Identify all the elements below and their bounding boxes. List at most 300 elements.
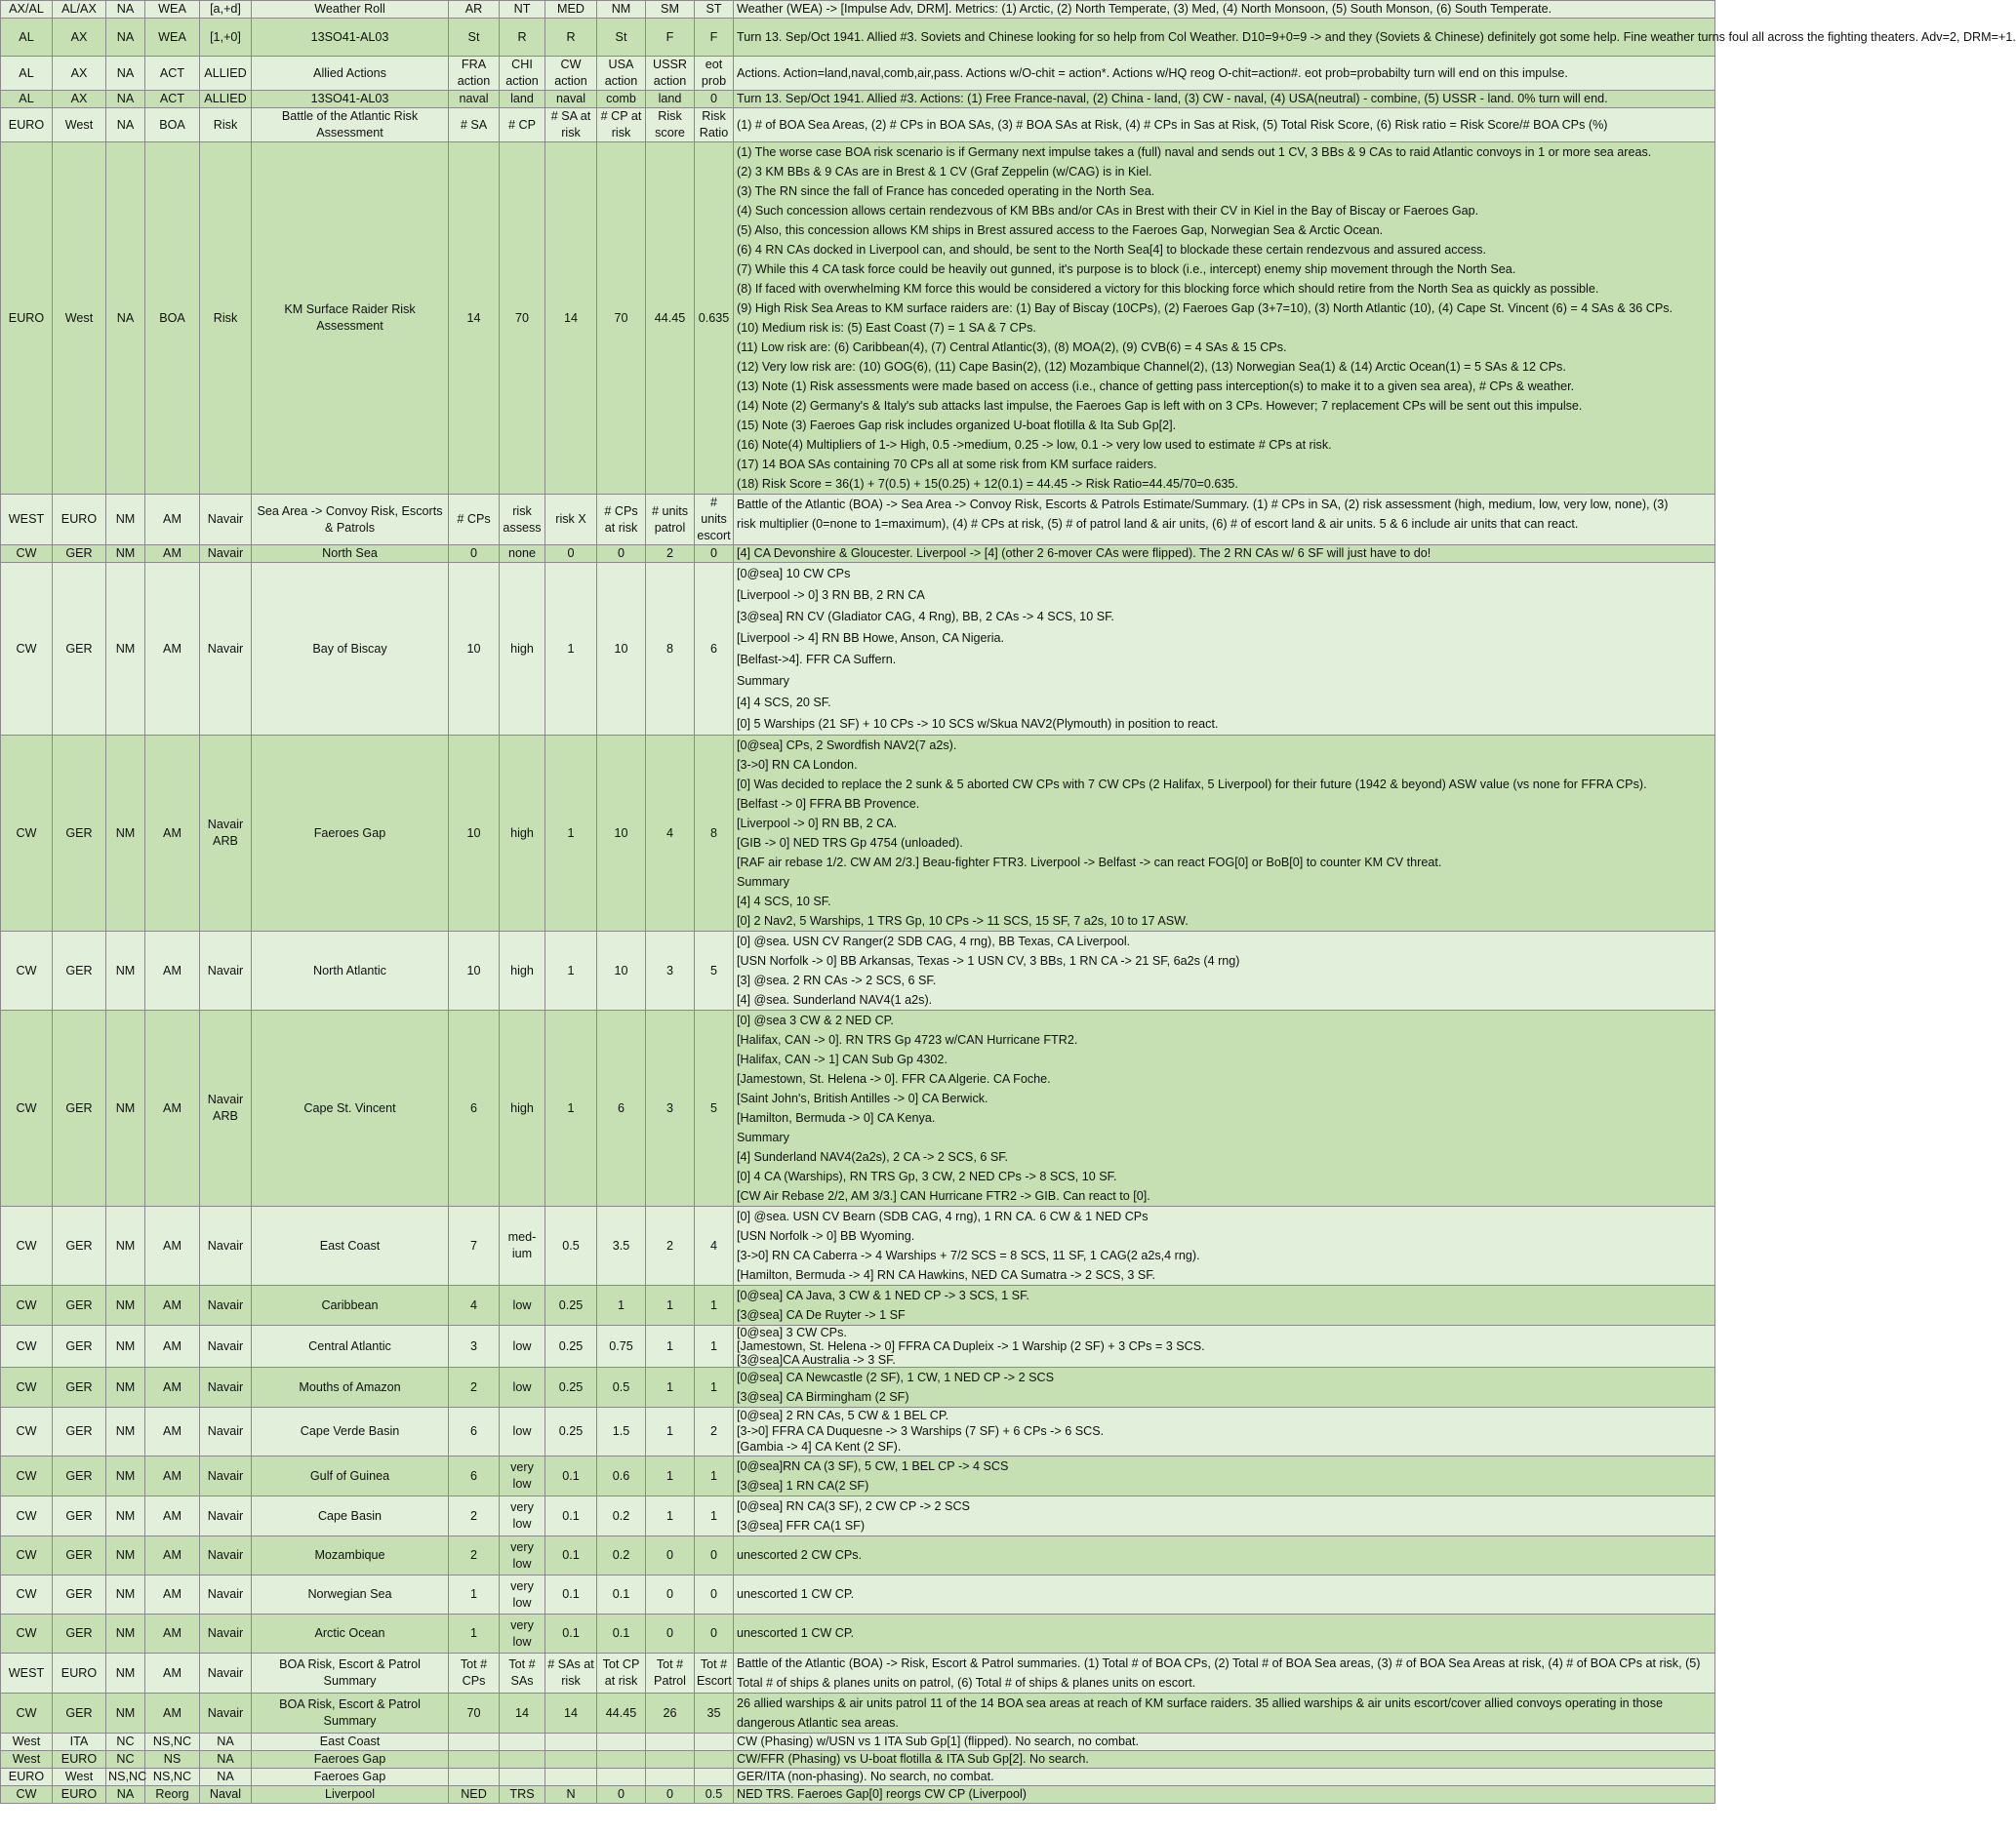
cell-col-nm: 0.75 <box>597 1326 646 1368</box>
cell-side: WEST <box>1 495 53 545</box>
cell-vs: ITA <box>53 1734 106 1751</box>
cell-col-med: risk X <box>545 495 597 545</box>
cell-col-st <box>695 1734 734 1751</box>
cell-notes <box>734 736 1715 932</box>
note-line: (12) Very low risk are: (10) GOG(6), (11) Cape Basin(2), (12) Mozambique Channel(2), (13) Norwegian Sea(1) & (14) Arctic Ocean(1) = 5 SAs & 12 CPs. <box>737 360 1566 374</box>
table-row <box>1 1734 1715 1751</box>
note-line: [3@sea]CA Australia -> 3 SF. <box>737 1353 896 1367</box>
cell-action-type: Reorg <box>145 1786 200 1804</box>
note-line: unescorted 1 CW CP. <box>737 1626 855 1640</box>
cell-side: CW <box>1 1576 53 1615</box>
cell-col-st: 5 <box>695 1011 734 1207</box>
cell-col-sm <box>646 1769 695 1786</box>
cell-col-ar: 70 <box>449 1694 500 1734</box>
cell-notes <box>734 1769 1715 1786</box>
cell-side: CW <box>1 1408 53 1456</box>
cell-action-type: AM <box>145 545 200 563</box>
cell-mod: Navair ARB <box>200 1011 252 1207</box>
note-line: Summary <box>737 674 789 688</box>
note-line: [Jamestown, St. Helena -> 0] FFRA CA Dupleix -> 1 Warship (2 SF) + 3 CPs = 3 SCS. <box>737 1339 1205 1353</box>
note-line: unescorted 2 CW CPs. <box>737 1548 863 1562</box>
cell-col-ar: 0 <box>449 545 500 563</box>
note-line: [3@sea] FFR CA(1 SF) <box>737 1519 866 1533</box>
cell-phase: NS,NC <box>106 1769 145 1786</box>
cell-notes <box>734 91 1715 108</box>
cell-col-st: 8 <box>695 736 734 932</box>
cell-col-ar: 10 <box>449 932 500 1011</box>
cell-col-med: 1 <box>545 1011 597 1207</box>
cell-mod: Navair <box>200 1694 252 1734</box>
cell-side: AL <box>1 57 53 91</box>
cell-action-type: AM <box>145 1654 200 1694</box>
cell-mod: NA <box>200 1751 252 1769</box>
table-row <box>1 1576 1715 1615</box>
table-row <box>1 1326 1715 1368</box>
cell-col-nt: land <box>500 91 545 108</box>
table-row <box>1 545 1715 563</box>
note-line: [3->0] FFRA CA Duquesne -> 3 Warships (7 SF) + 6 CPs -> 6 SCS. <box>737 1424 1105 1438</box>
cell-notes <box>734 1011 1715 1207</box>
cell-col-nt: high <box>500 736 545 932</box>
cell-mod: Navair <box>200 1536 252 1576</box>
cell-side: CW <box>1 1011 53 1207</box>
cell-col-med: 0.1 <box>545 1496 597 1536</box>
cell-notes <box>734 1536 1715 1576</box>
note-line: GER/ITA (non-phasing). No search, no combat. <box>737 1770 994 1783</box>
cell-notes <box>734 1751 1715 1769</box>
cell-col-sm <box>646 1734 695 1751</box>
cell-notes <box>734 495 1715 545</box>
cell-col-st: 2 <box>695 1408 734 1456</box>
cell-vs: GER <box>53 1615 106 1654</box>
cell-col-nm: 6 <box>597 1011 646 1207</box>
cell-phase: NM <box>106 1326 145 1368</box>
cell-vs: GER <box>53 1207 106 1286</box>
cell-col-nm: 1 <box>597 1286 646 1326</box>
cell-topic: East Coast <box>252 1734 449 1751</box>
cell-col-ar: 1 <box>449 1615 500 1654</box>
table-row <box>1 1654 1715 1694</box>
cell-vs: West <box>53 1769 106 1786</box>
note-line: [0] @sea. USN CV Ranger(2 SDB CAG, 4 rng), BB Texas, CA Liverpool. <box>737 935 1131 948</box>
cell-col-sm: 1 <box>646 1408 695 1456</box>
cell-side: CW <box>1 1786 53 1804</box>
cell-col-sm: 2 <box>646 545 695 563</box>
cell-vs: GER <box>53 1011 106 1207</box>
cell-side: CW <box>1 736 53 932</box>
cell-col-nt: # CP <box>500 108 545 142</box>
cell-notes <box>734 563 1715 736</box>
cell-topic: 13SO41-AL03 <box>252 19 449 57</box>
cell-phase: NM <box>106 932 145 1011</box>
cell-side: CW <box>1 1368 53 1408</box>
note-line: [Halifax, CAN -> 1] CAN Sub Gp 4302. <box>737 1053 948 1066</box>
cell-notes <box>734 19 2016 57</box>
cell-phase: NA <box>106 142 145 495</box>
cell-col-nm: 3.5 <box>597 1207 646 1286</box>
cell-mod: Risk <box>200 142 252 495</box>
cell-topic: Caribbean <box>252 1286 449 1326</box>
cell-col-nt: very low <box>500 1536 545 1576</box>
cell-topic: KM Surface Raider Risk Assessment <box>252 142 449 495</box>
cell-col-sm: USSR action <box>646 57 695 91</box>
cell-mod: [1,+0] <box>200 19 252 57</box>
cell-col-med: 1 <box>545 932 597 1011</box>
cell-col-st: eot prob <box>695 57 734 91</box>
cell-col-st: 1 <box>695 1496 734 1536</box>
cell-notes <box>734 1456 1715 1496</box>
table-row <box>1 1286 1715 1326</box>
table-row <box>1 1536 1715 1576</box>
cell-notes <box>734 1576 1715 1615</box>
cell-action-type: AM <box>145 495 200 545</box>
cell-col-ar: 2 <box>449 1536 500 1576</box>
cell-col-sm: 1 <box>646 1326 695 1368</box>
note-line: [Belfast->4]. FFR CA Suffern. <box>737 653 897 666</box>
note-line: [RAF air rebase 1/2. CW AM 2/3.] Beau-fighter FTR3. Liverpool -> Belfast -> can react FOG[0] or BoB[0] to counter KM CV threat. <box>737 856 1442 869</box>
cell-col-sm: land <box>646 91 695 108</box>
cell-vs: GER <box>53 1326 106 1368</box>
cell-col-ar: # SA <box>449 108 500 142</box>
cell-action-type: WEA <box>145 19 200 57</box>
cell-col-st: 6 <box>695 563 734 736</box>
cell-col-nt: 70 <box>500 142 545 495</box>
table-row <box>1 108 1715 142</box>
cell-topic: Mouths of Amazon <box>252 1368 449 1408</box>
cell-action-type: AM <box>145 1694 200 1734</box>
note-line: [4] 4 SCS, 20 SF. <box>737 696 831 709</box>
note-line: [Halifax, CAN -> 0]. RN TRS Gp 4723 w/CAN Hurricane FTR2. <box>737 1033 1078 1047</box>
cell-mod: NA <box>200 1769 252 1786</box>
table-row <box>1 57 1715 91</box>
note-line: [4] @sea. Sunderland NAV4(1 a2s). <box>737 993 933 1007</box>
cell-col-st <box>695 1751 734 1769</box>
cell-vs: GER <box>53 932 106 1011</box>
cell-col-ar: 6 <box>449 1408 500 1456</box>
note-line: (1) The worse case BOA risk scenario is if Germany next impulse takes a (full) naval and sends out 1 CV, 3 BBs & 9 CAs to raid Atlantic convoys in 1 or more sea areas. <box>737 145 1652 159</box>
note-line: [0] 5 Warships (21 SF) + 10 CPs -> 10 SCS w/Skua NAV2(Plymouth) in position to react. <box>737 717 1219 731</box>
cell-vs: GER <box>53 1536 106 1576</box>
cell-side: CW <box>1 1496 53 1536</box>
cell-col-ar: # CPs <box>449 495 500 545</box>
cell-col-ar: NED <box>449 1786 500 1804</box>
note-line: Battle of the Atlantic (BOA) -> Risk, Escort & Patrol summaries. (1) Total # of BOA CPs, (2) Total # of BOA Sea areas, (3) # of BOA Sea Areas at risk, (4) # of BOA CPs at risk, (5) <box>737 1656 1701 1670</box>
cell-phase: NM <box>106 1286 145 1326</box>
cell-side: CW <box>1 932 53 1011</box>
cell-side: CW <box>1 563 53 736</box>
cell-side: WEST <box>1 1654 53 1694</box>
cell-col-nm: Tot CP at risk <box>597 1654 646 1694</box>
cell-col-nm: 0 <box>597 545 646 563</box>
note-line: (18) Risk Score = 36(1) + 7(0.5) + 15(0.25) + 12(0.1) = 44.45 -> Risk Ratio=44.45/70=0.635. <box>737 477 1238 491</box>
cell-mod: ALLIED <box>200 91 252 108</box>
cell-action-type: NS <box>145 1751 200 1769</box>
cell-col-nm: USA action <box>597 57 646 91</box>
note-line: [4] CA Devonshire & Gloucester. Liverpool -> [4] (other 2 6-mover CAs were flipped). The 2 RN CAs w/ 6 SF will just have to do! <box>737 546 1431 560</box>
note-line: [0@sea] CA Newcastle (2 SF), 1 CW, 1 NED CP -> 2 SCS <box>737 1371 1055 1384</box>
cell-col-ar <box>449 1734 500 1751</box>
cell-col-st: Tot # Escort <box>695 1654 734 1694</box>
cell-mod: Navair <box>200 1286 252 1326</box>
cell-col-st: 1 <box>695 1286 734 1326</box>
cell-phase: NA <box>106 19 145 57</box>
cell-topic: Mozambique <box>252 1536 449 1576</box>
cell-side: AX/AL <box>1 1 53 19</box>
cell-vs: GER <box>53 1694 106 1734</box>
cell-mod: Navair <box>200 1408 252 1456</box>
cell-action-type: NS,NC <box>145 1769 200 1786</box>
cell-col-med: 1 <box>545 736 597 932</box>
cell-topic: Liverpool <box>252 1786 449 1804</box>
cell-side: CW <box>1 1456 53 1496</box>
cell-col-st: 0 <box>695 1576 734 1615</box>
cell-col-st: 1 <box>695 1326 734 1368</box>
cell-col-ar: 10 <box>449 563 500 736</box>
cell-vs: GER <box>53 1456 106 1496</box>
cell-col-sm: 44.45 <box>646 142 695 495</box>
cell-action-type: AM <box>145 1536 200 1576</box>
table-row <box>1 1456 1715 1496</box>
note-line: risk multiplier (0=none to 1=maximum), (4) # CPs at risk, (5) # of patrol land & air units, (6) # of escort land & air units. 5 & 6 include air units that can react. <box>737 517 1579 531</box>
note-line: 26 allied warships & air units patrol 11 of the 14 BOA sea areas at reach of KM surface raiders. 35 allied warships & air units escort/cover allied convoys operating in those <box>737 1696 1663 1710</box>
cell-col-nm: 10 <box>597 563 646 736</box>
cell-col-nm: 0.1 <box>597 1615 646 1654</box>
log-body <box>1 1 2016 1804</box>
note-line: [0@sea] RN CA(3 SF), 2 CW CP -> 2 SCS <box>737 1499 970 1513</box>
cell-col-nm: 1.5 <box>597 1408 646 1456</box>
note-line: Battle of the Atlantic (BOA) -> Sea Area -> Convoy Risk, Escorts & Patrols Estimate/Summary. (1) # CPs in SA, (2) risk assessment (high, medium, low, very low, none), (3) <box>737 498 1669 511</box>
cell-col-nm: # CPs at risk <box>597 495 646 545</box>
cell-phase: NM <box>106 1207 145 1286</box>
cell-col-med: 0.25 <box>545 1286 597 1326</box>
table-row <box>1 1207 1715 1286</box>
cell-mod: Navair <box>200 1326 252 1368</box>
cell-col-med: N <box>545 1786 597 1804</box>
cell-col-sm: 1 <box>646 1286 695 1326</box>
table-row <box>1 1368 1715 1408</box>
cell-vs: GER <box>53 1576 106 1615</box>
cell-mod: Navair <box>200 1576 252 1615</box>
cell-phase: NM <box>106 1456 145 1496</box>
cell-col-ar <box>449 1751 500 1769</box>
cell-topic: Arctic Ocean <box>252 1615 449 1654</box>
cell-phase: NM <box>106 1368 145 1408</box>
cell-col-sm: F <box>646 19 695 57</box>
table-row <box>1 495 1715 545</box>
note-line: (14) Note (2) Germany's & Italy's sub attacks last impulse, the Faeroes Gap is left with on 3 CPs. However; 7 replacement CPs will be sent out this impulse. <box>737 399 1583 413</box>
note-line: [CW Air Rebase 2/2, AM 3/3.] CAN Hurricane FTR2 -> GIB. Can react to [0]. <box>737 1189 1150 1203</box>
cell-col-nm: 44.45 <box>597 1694 646 1734</box>
cell-vs: EURO <box>53 1654 106 1694</box>
cell-topic: Weather Roll <box>252 1 449 19</box>
cell-topic: BOA Risk, Escort & Patrol Summary <box>252 1654 449 1694</box>
cell-mod: NA <box>200 1734 252 1751</box>
cell-notes <box>734 1496 1715 1536</box>
cell-col-st: 0 <box>695 91 734 108</box>
cell-col-nm: NM <box>597 1 646 19</box>
cell-col-sm: # units patrol <box>646 495 695 545</box>
note-line: CW (Phasing) w/USN vs 1 ITA Sub Gp[1] (flipped). No search, no combat. <box>737 1735 1140 1748</box>
cell-vs: EURO <box>53 1751 106 1769</box>
cell-col-ar: 4 <box>449 1286 500 1326</box>
note-line: (5) Also, this concession allows KM ships in Brest assured access to the Faeroes Gap, Norwegian Sea & Arctic Ocean. <box>737 223 1384 237</box>
cell-action-type: BOA <box>145 108 200 142</box>
note-line: [3->0] RN CA Caberra -> 4 Warships + 7/2 SCS = 8 SCS, 11 SF, 1 CAG(2 a2s,4 rng). <box>737 1249 1200 1262</box>
cell-phase: NA <box>106 57 145 91</box>
cell-col-nt: high <box>500 1011 545 1207</box>
note-line: Weather (WEA) -> [Impulse Adv, DRM]. Metrics: (1) Arctic, (2) North Temperate, (3) Med, (4) North Monsoon, (5) South Monson, (6) South Temperate. <box>737 2 1552 16</box>
note-line: [3@sea] 1 RN CA(2 SF) <box>737 1479 869 1493</box>
note-line: (4) Such concession allows certain rendezvous of KM BBs and/or CAs in Brest with their CV in Kiel in the Bay of Biscay or Faeroes Gap. <box>737 204 1479 218</box>
note-line: [3@sea] CA Birmingham (2 SF) <box>737 1390 909 1404</box>
table-row <box>1 1751 1715 1769</box>
note-line: [Jamestown, St. Helena -> 0]. FFR CA Algerie. CA Foche. <box>737 1072 1051 1086</box>
cell-col-nm: 0.5 <box>597 1368 646 1408</box>
cell-action-type: ACT <box>145 57 200 91</box>
note-line: (2) 3 KM BBs & 9 CAs are in Brest & 1 CV (Graf Zeppelin (w/CAG) is in Kiel. <box>737 165 1152 179</box>
note-line: (7) While this 4 CA task force could be heavily out gunned, it's purpose is to block (i.e., intercept) enemy ship movement through the North Sea. <box>737 262 1516 276</box>
cell-col-med: R <box>545 19 597 57</box>
cell-vs: GER <box>53 1408 106 1456</box>
cell-mod: Navair <box>200 1654 252 1694</box>
cell-side: AL <box>1 19 53 57</box>
cell-notes <box>734 1694 1715 1734</box>
cell-col-nt: high <box>500 563 545 736</box>
cell-col-sm <box>646 1751 695 1769</box>
cell-topic: Battle of the Atlantic Risk Assessment <box>252 108 449 142</box>
cell-col-ar: 7 <box>449 1207 500 1286</box>
cell-action-type: AM <box>145 736 200 932</box>
cell-mod: Navair <box>200 495 252 545</box>
cell-col-nm: comb <box>597 91 646 108</box>
cell-action-type: AM <box>145 1286 200 1326</box>
cell-mod: Naval <box>200 1786 252 1804</box>
cell-col-med: 0.1 <box>545 1456 597 1496</box>
cell-vs: GER <box>53 545 106 563</box>
cell-side: West <box>1 1751 53 1769</box>
cell-col-st: F <box>695 19 734 57</box>
cell-phase: NM <box>106 1536 145 1576</box>
cell-phase: NA <box>106 1786 145 1804</box>
cell-col-st: 0 <box>695 545 734 563</box>
cell-col-med <box>545 1769 597 1786</box>
cell-mod: Navair ARB <box>200 736 252 932</box>
cell-side: CW <box>1 1615 53 1654</box>
cell-topic: Gulf of Guinea <box>252 1456 449 1496</box>
cell-vs: GER <box>53 1496 106 1536</box>
cell-col-ar: 1 <box>449 1576 500 1615</box>
note-line: (9) High Risk Sea Areas to KM surface raiders are: (1) Bay of Biscay (10CPs), (2) Faeroes Gap (3+7=10), (3) North Atlantic (10), (4) Cape St. Vincent (6) = 4 SAs & 36 CPs. <box>737 301 1673 315</box>
cell-side: EURO <box>1 1769 53 1786</box>
cell-col-nt: low <box>500 1326 545 1368</box>
cell-notes <box>734 1 1715 19</box>
cell-mod: [a,+d] <box>200 1 252 19</box>
cell-topic: East Coast <box>252 1207 449 1286</box>
note-line: Summary <box>737 1131 789 1144</box>
cell-col-st: 4 <box>695 1207 734 1286</box>
cell-col-ar: 2 <box>449 1368 500 1408</box>
cell-col-nt: high <box>500 932 545 1011</box>
cell-col-med: 0.1 <box>545 1576 597 1615</box>
cell-phase: NA <box>106 108 145 142</box>
cell-side: CW <box>1 545 53 563</box>
cell-col-med: CW action <box>545 57 597 91</box>
cell-topic: Sea Area -> Convoy Risk, Escorts & Patrols <box>252 495 449 545</box>
table-row <box>1 142 1715 495</box>
cell-col-ar: 3 <box>449 1326 500 1368</box>
cell-col-nt: very low <box>500 1576 545 1615</box>
cell-action-type: AM <box>145 1576 200 1615</box>
cell-col-nt: R <box>500 19 545 57</box>
note-line: [Hamilton, Bermuda -> 0] CA Kenya. <box>737 1111 936 1125</box>
cell-notes <box>734 1326 1715 1368</box>
cell-vs: AX <box>53 57 106 91</box>
cell-col-nt: low <box>500 1368 545 1408</box>
cell-vs: AL/AX <box>53 1 106 19</box>
cell-col-nm: 0 <box>597 1786 646 1804</box>
note-line: [Saint John's, British Antilles -> 0] CA Berwick. <box>737 1092 988 1105</box>
cell-phase: NC <box>106 1751 145 1769</box>
note-line: [Belfast -> 0] FFRA BB Provence. <box>737 797 920 811</box>
cell-action-type: AM <box>145 1496 200 1536</box>
note-line: [3->0] RN CA London. <box>737 758 858 772</box>
note-line: Actions. Action=land,naval,comb,air,pass. Actions w/O-chit = action*. Actions w/HQ reog O-chit=action#. eot prob=probabilty turn will end on this impulse. <box>737 65 1568 80</box>
cell-col-sm: 1 <box>646 1456 695 1496</box>
cell-notes <box>734 1615 1715 1654</box>
table-row <box>1 932 1715 1011</box>
cell-side: EURO <box>1 108 53 142</box>
cell-action-type: BOA <box>145 142 200 495</box>
cell-notes <box>734 1408 1715 1456</box>
cell-mod: Navair <box>200 932 252 1011</box>
cell-col-nm: 10 <box>597 932 646 1011</box>
cell-col-nm: 10 <box>597 736 646 932</box>
note-line: [0@sea] 2 RN CAs, 5 CW & 1 BEL CP. <box>737 1409 949 1422</box>
cell-topic: Cape St. Vincent <box>252 1011 449 1207</box>
note-line: [USN Norfolk -> 0] BB Wyoming. <box>737 1229 915 1243</box>
cell-col-ar: FRA action <box>449 57 500 91</box>
note-line: [GIB -> 0] NED TRS Gp 4754 (unloaded). <box>737 836 963 850</box>
cell-col-nt: low <box>500 1408 545 1456</box>
cell-col-nt: low <box>500 1286 545 1326</box>
cell-col-sm: 1 <box>646 1496 695 1536</box>
cell-action-type: AM <box>145 1368 200 1408</box>
cell-col-sm: 3 <box>646 1011 695 1207</box>
cell-col-med <box>545 1734 597 1751</box>
cell-topic: Faeroes Gap <box>252 1769 449 1786</box>
cell-col-nm <box>597 1734 646 1751</box>
note-line: [0@sea]RN CA (3 SF), 5 CW, 1 BEL CP -> 4 SCS <box>737 1459 1009 1473</box>
cell-action-type: WEA <box>145 1 200 19</box>
cell-notes <box>734 108 1715 142</box>
cell-mod: ALLIED <box>200 57 252 91</box>
cell-col-med: 1 <box>545 563 597 736</box>
cell-col-ar: 6 <box>449 1011 500 1207</box>
cell-side: CW <box>1 1326 53 1368</box>
cell-notes <box>734 1734 1715 1751</box>
note-line: [0] Was decided to replace the 2 sunk & 5 aborted CW CPs with 7 CW CPs (2 Halifax, 5 Liverpool) for their future (1942 & beyond) ASW value (vs none for FFRA CPs). <box>737 778 1647 791</box>
cell-phase: NM <box>106 495 145 545</box>
note-line: [0@sea] CPs, 2 Swordfish NAV2(7 a2s). <box>737 738 957 752</box>
cell-col-med: 0 <box>545 545 597 563</box>
cell-col-st: 0.5 <box>695 1786 734 1804</box>
cell-phase: NM <box>106 1408 145 1456</box>
cell-action-type: AM <box>145 932 200 1011</box>
cell-col-st: # units escort <box>695 495 734 545</box>
cell-topic: Faeroes Gap <box>252 736 449 932</box>
cell-col-sm: 2 <box>646 1207 695 1286</box>
note-line: (3) The RN since the fall of France has conceded operating in the North Sea. <box>737 184 1155 198</box>
